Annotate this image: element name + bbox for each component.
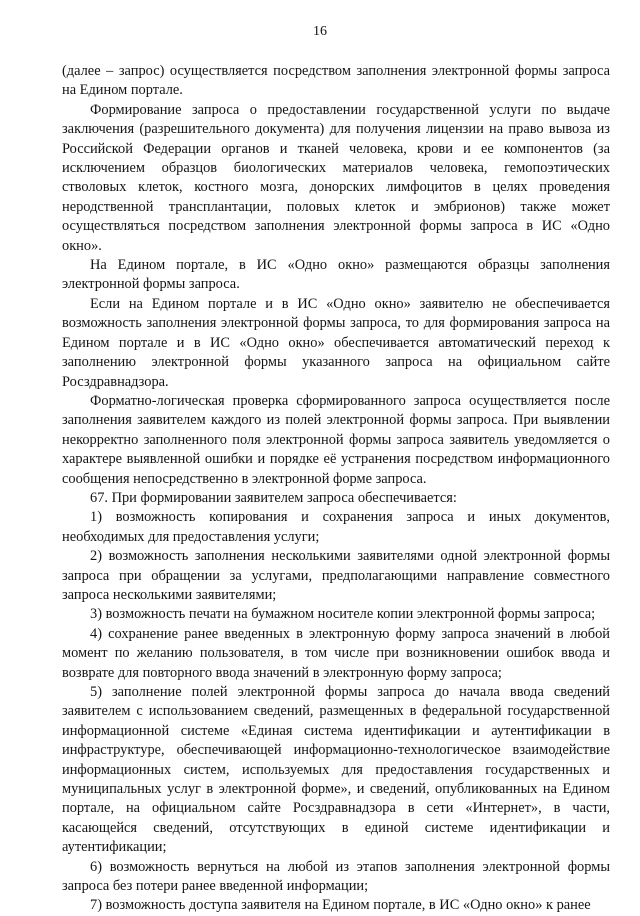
paragraph: 2) возможность заполнения несколькими заявителями одной электронной формы запроса при обращении за услугами, предполагающими направление совместного запроса несколькими заявителями;	[62, 548, 610, 603]
paragraph: 4) сохранение ранее введенных в электронную форму запроса значений в любой момент по желанию пользователя, в том числе при возникновении ошибок ввода и возврате для повторного ввода значений в электронную форму запроса;	[62, 625, 610, 681]
body-text	[62, 62, 610, 916]
paragraph: Форматно-логическая проверка сформированного запроса осуществляется после заполнения заявителем каждого из полей электронной формы запроса. При выявлении некорректно заполненного поля электронной формы запроса заявитель уведомляется о характере выявленной ошибки и порядке её устранения посредством информационного сообщения непосредственно в электронной форме запроса.	[62, 392, 610, 487]
paragraph: 6) возможность вернуться на любой из этапов заполнения электронной формы запроса без потери ранее введенной информации;	[62, 858, 610, 895]
page-number: 16	[313, 24, 327, 39]
paragraph: 1) возможность копирования и сохранения запроса и иных документов, необходимых для предоставления услуги;	[62, 509, 610, 545]
paragraph: На Едином портале, в ИС «Одно окно» размещаются образцы заполнения электронной формы запроса.	[62, 257, 610, 293]
paragraph: Формирование запроса о предоставлении государственной услуги по выдаче заключения (разрешительного документа) для получения лицензии на право вывоза из Российской Федерации органов и тканей человека, крови и ее компонентов (за исключением образцов биологических материалов человека, гемопоэтических стволовых клеток, костного мозга, донорских лимфоцитов в целях проведения неродственной трансплантации, половых клеток и эмбрионов) также может осуществляться посредством заполнения электронной формы запроса в ИС «Одно окно».	[62, 101, 610, 254]
paragraph: (далее – запрос) осуществляется посредством заполнения электронной формы запроса на Едином портале.	[62, 63, 610, 99]
paragraph: 5) заполнение полей электронной формы запроса до начала ввода сведений заявителем с использованием сведений, размещенных в федеральной государственной информационной системе «Единая система идентификации и аутентификации в инфраструктуре, обеспечивающей информационно-технологическое взаимодействие информационных систем, используемых для предоставления государственных и муниципальных услуг в электронной форме», и сведений, опубликованных на Едином портале, на официальном сайте Росздравнадзора в сети «Интернет», в части, касающейся сведений, отсутствующих в единой системе идентификации и аутентификации;	[62, 684, 610, 856]
paragraph: 7) возможность доступа заявителя на Едином портале, в ИС «Одно окно» к ранее	[90, 897, 591, 914]
paragraph: 3) возможность печати на бумажном носителе копии электронной формы запроса;	[90, 606, 596, 623]
paragraph: 67. При формировании заявителем запроса обеспечивается:	[90, 489, 457, 506]
paragraph: Если на Едином портале и в ИС «Одно окно» заявителю не обеспечивается возможность заполнения электронной формы запроса, то для формирования запроса на Едином портале и в ИС «Одно окно» обеспечивается автоматический переход к заполнению электронной формы указанного запроса на официальном сайте Росздравнадзора.	[62, 295, 610, 390]
